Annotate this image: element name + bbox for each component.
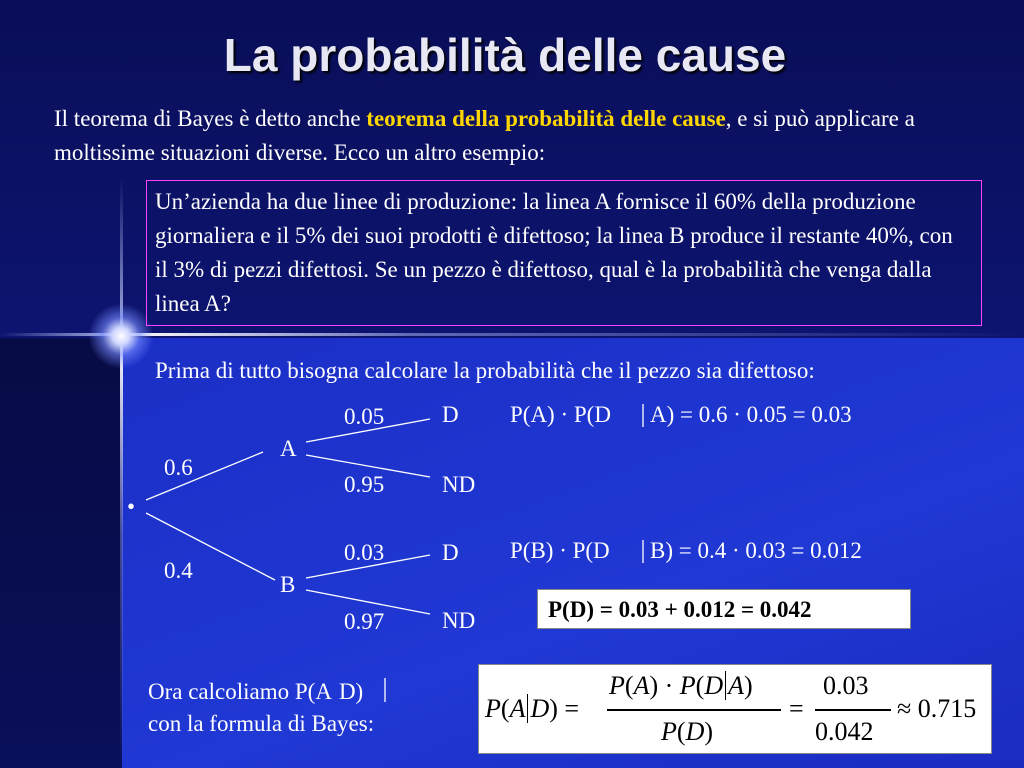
problem-box: Un’azienda ha due linee di produzione: la linea A fornisce il 60% della produzione giornaliera e il 5% dei suoi prodotti è difettoso; la linea B produce il restante 40%, con il 3% di pezzi difettosi. Se un pezzo è difettoso, qual è la probabilità che venga dalla linea A?	[146, 180, 982, 326]
formula-lhs: P(A D) =	[485, 694, 580, 723]
bayes-intro-text	[148, 676, 374, 740]
formula-fraction-line-2	[815, 709, 891, 711]
node-B-label: B	[280, 572, 296, 597]
formula-numerator: P(A) · P(D A)	[609, 671, 753, 700]
bayes-intro-line2: con la formula di Bayes:	[148, 711, 375, 736]
calc-B-part2: B) = 0.4 · 0.03 = 0.012	[650, 538, 862, 563]
intro-text-before: Il teorema di Bayes è detto anche	[54, 106, 367, 131]
total-probability-box: P(D) = 0.03 + 0.012 = 0.042	[537, 589, 911, 629]
prob-B-D-label: 0.03	[344, 540, 385, 565]
formula-num-value: 0.03	[823, 671, 869, 700]
formula-den-value: 0.042	[815, 717, 874, 746]
prob-B-ND-label: 0.97	[344, 609, 385, 634]
leaf-B-ND-label: ND	[442, 608, 476, 633]
prob-B-label: 0.4	[164, 558, 193, 583]
intro-text-after: , e si può applicare a moltissime situazioni diverse. Ecco un altro esempio:	[54, 106, 915, 165]
formula-denominator: P(D)	[661, 717, 714, 746]
bayes-formula-box	[478, 664, 992, 754]
leaf-B-D-label: D	[442, 540, 459, 565]
prob-A-D-label: 0.05	[344, 404, 385, 429]
node-A-label: A	[280, 436, 297, 461]
calc-A-part2: A) = 0.6 · 0.05 = 0.03	[650, 402, 852, 427]
formula-fraction-line-1	[607, 709, 781, 711]
lead-sentence: Prima di tutto bisogna calcolare la probabilità che il pezzo sia difettoso:	[155, 358, 815, 383]
bayes-intro-line1	[148, 676, 374, 708]
leaf-A-D-label: D	[442, 402, 459, 427]
formula-result: ≈ 0.715	[897, 694, 977, 723]
bayes-intro-line1-b: D)	[338, 679, 364, 704]
slide-title: La probabilità delle cause	[223, 29, 787, 81]
tree-root-dot: •	[127, 494, 136, 519]
calc-A-part1: P(A) · P(D	[510, 402, 611, 427]
prob-A-ND-label: 0.95	[344, 472, 385, 497]
prob-A-label: 0.6	[164, 455, 193, 480]
bayes-intro-line1-a: Ora calcoliamo P(A	[148, 679, 332, 704]
calc-B-part1: P(B) · P(D	[510, 538, 610, 563]
intro-highlight: teorema della probabilità delle cause	[366, 106, 726, 131]
leaf-A-ND-label: ND	[442, 472, 476, 497]
formula-equals: =	[789, 694, 804, 723]
